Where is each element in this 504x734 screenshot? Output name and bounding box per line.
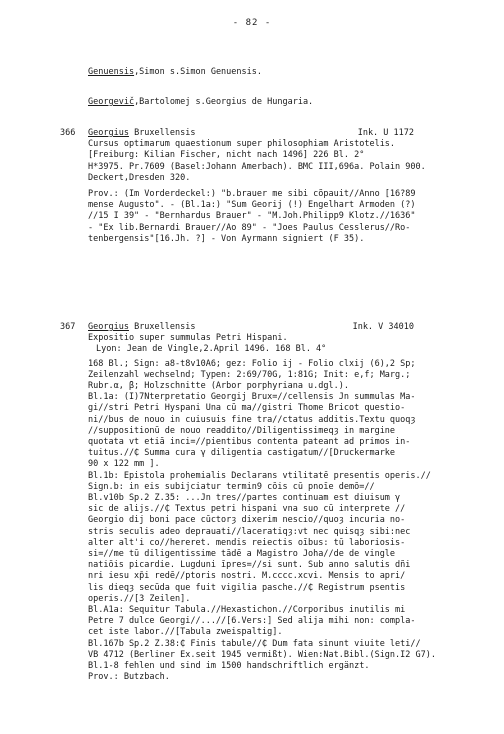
entry-line: Cursus optimarum quaestionum super philosophiam Aristotelis. xyxy=(88,139,396,150)
entry-body xyxy=(88,128,444,245)
cross-reference-genuensis xyxy=(88,67,262,78)
entry-number: 366 xyxy=(60,128,76,138)
provenance-line: tenbergensis"[16.Jh. ?] - Von Ayrmann signiert (F 35). xyxy=(88,233,365,244)
provenance-line: mense Augusto". - (Bl.1a:) "Sum Georij (!) Engelhart Armoden (?) xyxy=(88,200,416,211)
entry-line: //suppositionū de nouo readdito//Diligentissimeqȝ in margine xyxy=(88,425,396,436)
entry-line: alter alt'i co//hereret. mendis reiectis oībus: tū laboriosis- xyxy=(88,537,406,548)
provenance-line: //15 I 39" - "Bernhardus Brauer" - "M.Joh.Philipp9 Klotz.//1636" xyxy=(88,211,416,222)
entry-author xyxy=(88,322,195,333)
entry-line: Zeilenzahl wechselnd; Typen: 2:69/70G, 1:81G; Init: e,f; Marg.; xyxy=(88,369,411,380)
entry-line: Bl.1a: (I)7Nterpretatio Georgij Brux=//cellensis Jn summulas Ma- xyxy=(88,392,416,403)
entry-line: nri iesu xp̄i redē//ptoris nostri. M.cccc.xcvi. Mensis to apri/ xyxy=(88,571,406,582)
shelf-mark: Ink. U 1172 xyxy=(357,128,414,138)
entry-line: [Freiburg: Kilian Fischer, nicht nach 1496] 226 Bl. 2° xyxy=(88,150,365,161)
author-name: Georgius xyxy=(88,128,129,138)
entry-line: Bl.v10b Sp.2 Z.35: ...Jn tres//partes continuam est diuisum γ xyxy=(88,493,401,504)
entry-body xyxy=(88,322,444,684)
author-rest: Bruxellensis xyxy=(128,322,196,332)
entry-line: si=//me tū diligentissime tādē a Magistro Joha//de de vingle xyxy=(88,549,396,560)
entry-line: lis dieqȝ secūda que fuit vigilia pasche.//₵ Registrum psentis xyxy=(88,582,406,593)
entry-line: sic de alijs.//₵ Textus petri hispani vna suo cū interprete // xyxy=(88,504,406,515)
entry-line: Georgio dij boni pace cūctorȝ dixerim nescio//quoȝ incuria no- xyxy=(88,515,406,526)
catalog-entry-367 xyxy=(60,322,444,684)
entry-line: Petre 7 dulce Georgi//...//[6.Vers:] Sed alija mihi non: compla- xyxy=(88,616,416,627)
entry-line: 90 x 122 mm ]. xyxy=(88,459,160,470)
entry-line: tuitus.//₵ Summa cura γ diligentia castigatum//[Druckermarke xyxy=(88,448,396,459)
entry-text-block xyxy=(88,333,444,683)
entry-line: natiōis picardie. Lugduni īpres=//si sunt. Sub anno salutis dñi xyxy=(88,560,411,571)
entry-line: ni//bus de nouo in cuiusuis fine tra//ctatus additis.Textu quoqȝ xyxy=(88,414,416,425)
entry-line: Bl.1-8 fehlen und sind im 1500 handschriftlich ergänzt. xyxy=(88,661,370,672)
entry-line: Rubr.α, β; Holzschnitte (Arbor porphyriana u.dgl.). xyxy=(88,381,349,392)
provenance-line: Prov.: (Im Vorderdeckel:) "b.brauer me sibi cõpauit//Anno [16?89 xyxy=(88,189,416,200)
shelf-mark: Ink. V 34010 xyxy=(352,322,414,332)
entry-line: VB 4712 (Berliner Ex.seit 1945 vermißt). Wien:Nat.Bibl.(Sign.I2 G7). xyxy=(88,649,436,660)
entry-line: gi//stri Petri Hyspani Una cū ma//gistri Thome Bricot questio- xyxy=(88,403,406,414)
entry-line: Bl.167b Sp.2 Z.38:₵ Finis tabule//₵ Dum fata sinunt viuite leti// xyxy=(88,638,421,649)
entry-number: 367 xyxy=(60,322,76,332)
cross-reference-georgevic xyxy=(88,97,313,108)
entry-line: stris seculis adeo deprauati//laceratiqȝ:vt nec quisqȝ sibi:nec xyxy=(88,526,411,537)
entry-line: Bl.1b: Epistola prohemialis Declarans vtilitatē presentis operis.// xyxy=(88,470,431,481)
entry-line: Bl.A1a: Sequitur Tabula.//Hexastichon.//Corporibus inutilis mi xyxy=(88,605,406,616)
entry-heading-row xyxy=(88,322,444,333)
entry-line: Deckert,Dresden 320. xyxy=(88,172,191,183)
entry-author xyxy=(88,128,195,139)
entry-line: 168 Bl.; Sign: a8-t8v10A6; gez: Folio ij - Folio clxij (6),2 Sp; xyxy=(88,358,416,369)
entry-line: Expositio super summulas Petri Hispani. xyxy=(88,333,288,344)
xref-heading: Georgevič xyxy=(88,97,135,107)
entry-line: quotata vt etiā inci=//pientibus contenta pateant ad primos in- xyxy=(88,437,411,448)
entry-line: Prov.: Butzbach. xyxy=(88,672,170,683)
author-name: Georgius xyxy=(88,322,129,332)
entry-line: Lyon: Jean de Vingle,2.April 1496. 168 Bl. 4° xyxy=(96,344,327,355)
author-rest: Bruxellensis xyxy=(128,128,196,138)
xref-text: ,Bartolomej s.Georgius de Hungaria. xyxy=(134,97,314,107)
xref-text: ,Simon s.Simon Genuensis. xyxy=(134,67,262,77)
provenance-line: - "Ex lib.Bernardi Brauer//Ao 89" - "Joes Paulus Cesslerus//Ro- xyxy=(88,222,411,233)
entry-line: H*3975. Pr.7609 (Basel:Johann Amerbach). BMC III,696a. Polain 900. xyxy=(88,161,426,172)
entry-line: operis.//[3 Zeilen]. xyxy=(88,593,191,604)
entry-heading-row xyxy=(88,128,444,139)
entry-line: Sign.b: in eis subijciatur termin9 cōis cū pnoīe demō=// xyxy=(88,481,375,492)
entry-line: cet iste labor.//[Tabula zweispaltig]. xyxy=(88,627,283,638)
catalog-entry-366 xyxy=(60,128,444,245)
xref-heading: Genuensis xyxy=(88,67,135,77)
page-number: - 82 - xyxy=(232,18,272,28)
